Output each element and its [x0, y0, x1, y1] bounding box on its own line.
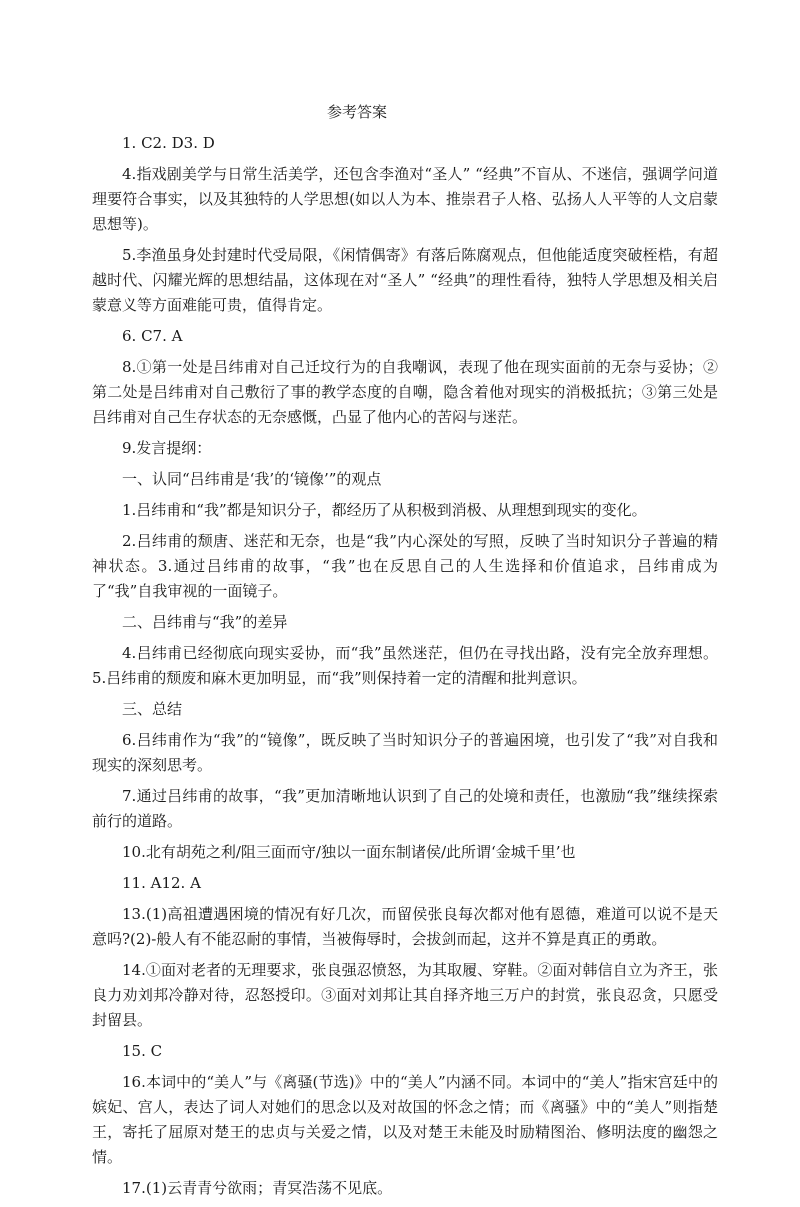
answer-13: 13.(1)高祖遭遇困境的情况有好几次，而留侯张良每次都对他有恩德，难道可以说不是天意吗?(2)-般人有不能忍耐的事情，当被侮辱时，会拔剑而起，这并不算是真正的勇敢。 [92, 905, 718, 948]
answer-5: 5.李渔虽身处封建时代受局限，《闲情偶寄》有落后陈腐观点，但他能适度突破桎梏，有超越时代、闪耀光辉的思想结晶，这体现在对“圣人” “经典”的理性看待，独特人学思想及相关启蒙意义等方面难能可贵，值得肯定。 [92, 246, 718, 314]
answer-6-7: 6. C7. A [122, 327, 183, 345]
answer-9-point-4-5: 4.吕纬甫已经彻底向现实妥协，而“我”虽然迷茫，但仍在寻找出路，没有完全放弃理想。5.吕纬甫的颓废和麻木更加明显，而“我”则保持着一定的清醒和批判意识。 [92, 644, 718, 687]
answer-document [92, 100, 718, 1207]
answer-9-heading: 9.发言提纲： [122, 439, 212, 457]
answer-8: 8.①第一处是吕纬甫对自己迁坟行为的自我嘲讽，表现了他在现实面前的无奈与妥协；②第二处是吕纬甫对自己敷衍了事的教学态度的自嘲，隐含着他对现实的消极抵抗；③第三处是吕纬甫对自己生存状态的无奈感慨，凸显了他内心的苦闷与迷茫。 [92, 358, 718, 426]
answer-9-point-6: 6.吕纬甫作为“我”的“镜像”，既反映了当时知识分子的普遍困境，也引发了“我”对自我和现实的深刻思考。 [92, 731, 718, 774]
answer-15: 15. C [122, 1042, 163, 1060]
answer-16: 16.本词中的“美人”与《离骚(节选)》中的“美人”内涵不同。本词中的“美人”指宋宫廷中的嫔妃、宫人，表达了词人对她们的思念以及对故国的怀念之情；而《离骚》中的“美人”则指楚王，寄托了屈原对楚王的忠贞与关爱之情，以及对楚王未能及时励精图治、修明法度的幽怨之情。 [92, 1073, 718, 1166]
answer-9-point-1: 1.吕纬甫和“我”都是知识分子，都经历了从积极到消极、从理想到现实的变化。 [122, 501, 647, 519]
answer-9-section-3: 三、总结 [122, 700, 183, 718]
answer-1-3: 1. C2. D3. D [122, 134, 215, 152]
answer-4: 4.指戏剧美学与日常生活美学，还包含李渔对“圣人” “经典”不盲从、不迷信，强调学问道理要符合事实，以及其独特的人学思想(如以人为本、推崇君子人格、弘扬人人平等的人文启蒙思想等)。 [92, 165, 718, 233]
answer-11-12: 11. A12. A [122, 874, 201, 892]
answer-9-section-1: 一、认同“吕纬甫是‘我’的‘镜像’”的观点 [122, 470, 382, 488]
answer-17: 17.(1)云青青兮欲雨；青冥浩荡不见底。 [122, 1179, 393, 1197]
answer-10: 10.北有胡苑之利/阻三面而守/独以一面东制诸侯/此所谓‘金城千里’也 [122, 843, 576, 861]
answer-14: 14.①面对老者的无理要求，张良强忍愤怒，为其取履、穿鞋。②面对韩信自立为齐王，张良力劝刘邦冷静对待，忍怒授印。③面对刘邦让其自择齐地三万户的封赏，张良忍贪，只愿受封留县。 [92, 961, 718, 1029]
answer-9-section-2: 二、吕纬甫与“我”的差异 [122, 613, 288, 631]
page-title: 参考答案 [326, 103, 387, 121]
answer-9-point-7: 7.通过吕纬甫的故事，“我”更加清晰地认识到了自己的处境和责任，也激励“我”继续探索前行的道路。 [92, 787, 718, 830]
answer-9-point-2-3: 2.吕纬甫的颓唐、迷茫和无奈，也是“我”内心深处的写照，反映了当时知识分子普遍的精神状态。3.通过吕纬甫的故事，“我”也在反思自己的人生选择和价值追求，吕纬甫成为了“我”自我审视的一面镜子。 [92, 532, 718, 600]
